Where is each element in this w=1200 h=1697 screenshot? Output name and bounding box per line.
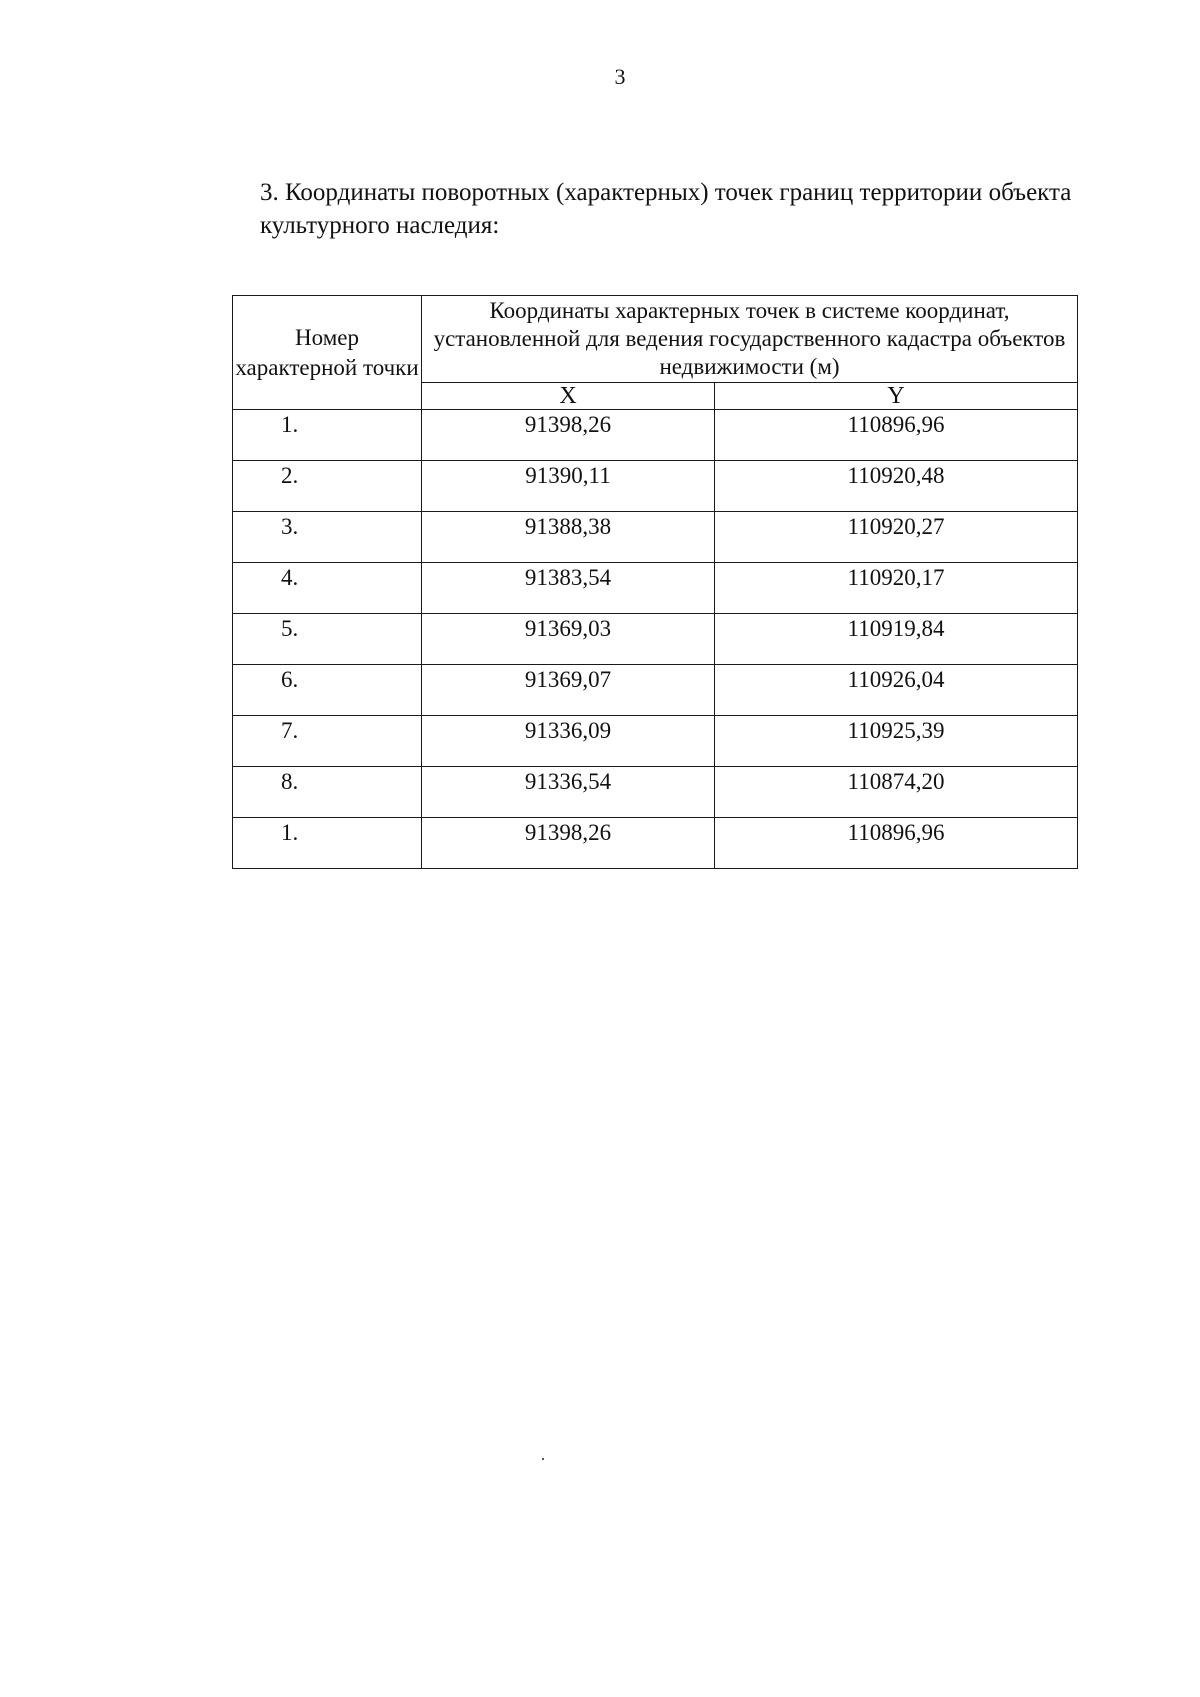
y-value-cell: 110920,48 xyxy=(715,461,1078,512)
point-number-cell: 2. xyxy=(233,461,422,512)
point-number-cell: 3. xyxy=(233,512,422,563)
table-row xyxy=(233,767,1078,818)
x-value-cell: 91390,11 xyxy=(422,461,715,512)
scan-speck xyxy=(542,1458,544,1460)
y-value-cell: 110874,20 xyxy=(715,767,1078,818)
table-row xyxy=(233,818,1078,869)
x-column-header: X xyxy=(422,383,715,410)
y-value-cell: 110926,04 xyxy=(715,665,1078,716)
point-number-cell: 7. xyxy=(233,716,422,767)
point-number-cell: 1. xyxy=(233,410,422,461)
point-number-cell: 6. xyxy=(233,665,422,716)
y-value-cell: 110920,17 xyxy=(715,563,1078,614)
table-row xyxy=(233,614,1078,665)
x-value-cell: 91336,54 xyxy=(422,767,715,818)
y-value-cell: 110919,84 xyxy=(715,614,1078,665)
table-row xyxy=(233,716,1078,767)
table-header-row xyxy=(233,296,1078,383)
x-value-cell: 91369,07 xyxy=(422,665,715,716)
page-number: 3 xyxy=(614,64,626,89)
y-value-cell: 110925,39 xyxy=(715,716,1078,767)
point-number-cell: 5. xyxy=(233,614,422,665)
point-number-cell: 4. xyxy=(233,563,422,614)
section-heading: 3. Координаты поворотных (характерных) точек границ территории объекта культурного наследия: xyxy=(260,179,1072,239)
y-value-cell: 110896,96 xyxy=(715,818,1078,869)
x-value-cell: 91336,09 xyxy=(422,716,715,767)
point-number-header: Номер характерной точки xyxy=(233,296,422,410)
y-value-cell: 110920,27 xyxy=(715,512,1078,563)
point-number-cell: 8. xyxy=(233,767,422,818)
point-number-cell: 1. xyxy=(233,818,422,869)
x-value-cell: 91369,03 xyxy=(422,614,715,665)
y-column-header: Y xyxy=(715,383,1078,410)
x-value-cell: 91383,54 xyxy=(422,563,715,614)
y-value-cell: 110896,96 xyxy=(715,410,1078,461)
table-row xyxy=(233,461,1078,512)
coordinates-group-header: Координаты характерных точек в системе координат, установленной для ведения государственного кадастра объектов недвижимости (м) xyxy=(422,296,1078,383)
x-value-cell: 91398,26 xyxy=(422,410,715,461)
table-row xyxy=(233,410,1078,461)
coordinates-table xyxy=(232,295,1078,869)
table-row xyxy=(233,512,1078,563)
table-row xyxy=(233,563,1078,614)
x-value-cell: 91398,26 xyxy=(422,818,715,869)
table-row xyxy=(233,665,1078,716)
x-value-cell: 91388,38 xyxy=(422,512,715,563)
